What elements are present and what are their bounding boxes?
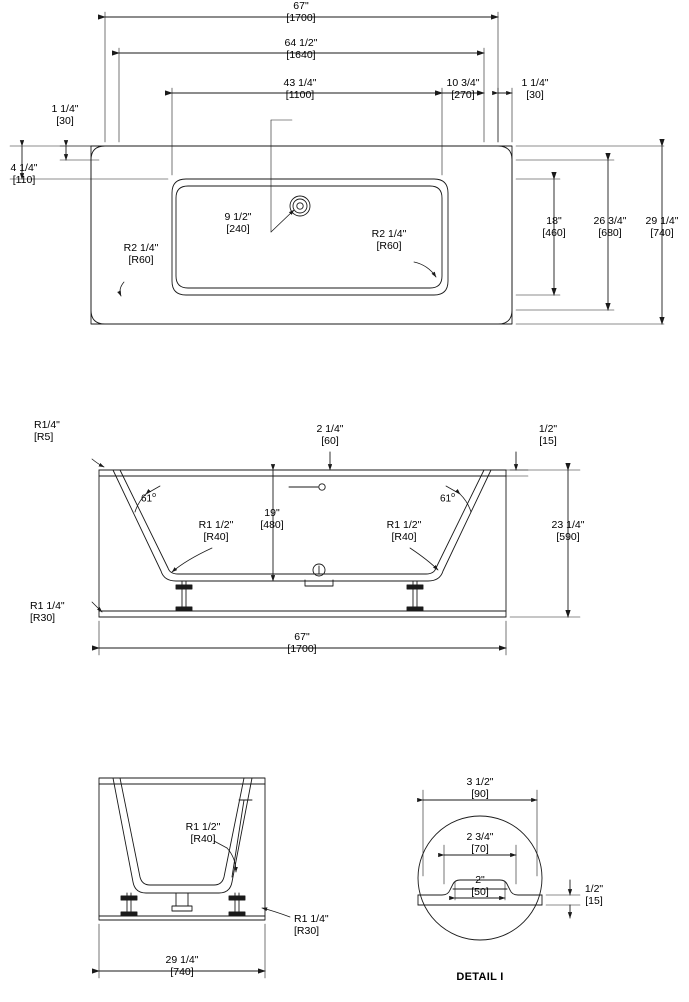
dim-top-left-edge: 4 1/4" [110] — [10, 162, 38, 186]
dim-front-rim-right: 1/2" [15] — [538, 423, 558, 447]
dim-detail-outer: 3 1/2" [90] — [466, 776, 494, 800]
dim-front-radius-top-left: R1/4" [R5] — [34, 419, 60, 443]
dim-side-radius-bottom: R1 1/4" [R30] — [294, 913, 329, 937]
dim-top-edge: 1 1/4" [30] — [51, 103, 79, 127]
dim-top-right-edge: 1 1/4" [30] — [521, 77, 549, 101]
dim-detail-middle: 2 3/4" [70] — [466, 831, 494, 855]
dim-front-angle-left: 61$^o$ — [141, 492, 157, 505]
dim-radius-left-top: R2 1/4" [R60] — [123, 242, 159, 266]
dim-top-drain-offset: 10 3/4" [270] — [446, 77, 480, 101]
dim-top-overall-length: 67" [1700] — [286, 0, 316, 24]
dim-front-angle-right: 61$^o$ — [440, 492, 456, 505]
dim-front-overall-length: 67" [1700] — [287, 631, 317, 655]
detail-view-label: DETAIL I — [456, 971, 504, 983]
dim-top-inner-length: 64 1/2" [1640] — [284, 37, 318, 61]
dim-front-overall-height: 23 1/4" [590] — [551, 519, 585, 543]
dim-drain-center: 9 1/2" [240] — [224, 211, 252, 235]
dim-front-rim-thickness: 2 1/4" [60] — [316, 423, 344, 447]
dim-detail-thickness: 1/2" [15] — [584, 883, 604, 907]
dim-front-water-depth: 19" [480] — [260, 507, 284, 531]
dim-top-left-span: 43 1/4" [1100] — [283, 77, 317, 101]
dim-side-overall-width: 29 1/4" [740] — [165, 954, 199, 978]
dim-side-radius-inner: R1 1/2" [R40] — [185, 821, 221, 845]
dim-front-radius-bottom-left: R1 1/4" [R30] — [30, 600, 65, 624]
dim-mid-width: 26 3/4" [680] — [593, 215, 627, 239]
dim-radius-right-top: R2 1/4" [R60] — [371, 228, 407, 252]
dim-front-radius-inner-left: R1 1/2" [R40] — [198, 519, 234, 543]
dim-inner-width: 18" [460] — [542, 215, 566, 239]
dim-front-radius-inner-right: R1 1/2" [R40] — [386, 519, 422, 543]
dim-detail-inner: 2" [50] — [471, 874, 489, 898]
dim-overall-width-top: 29 1/4" [740] — [645, 215, 679, 239]
